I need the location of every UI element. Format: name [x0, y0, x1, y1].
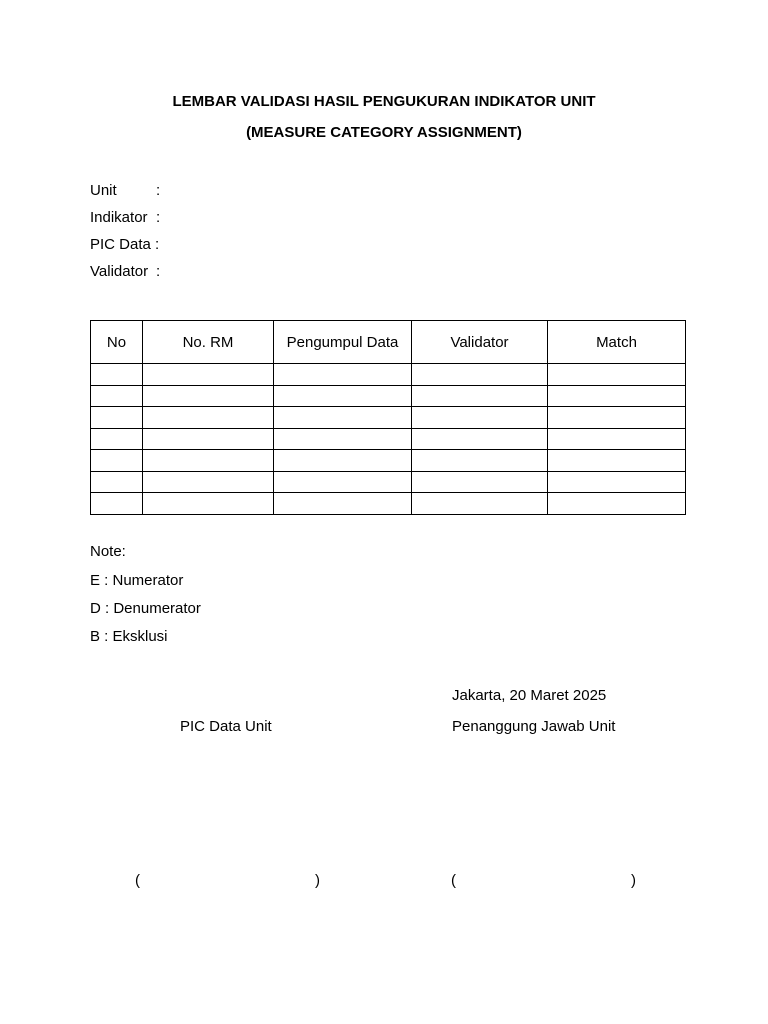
- table-row: [91, 450, 686, 472]
- table-cell: [548, 493, 686, 515]
- note-item-denumerator: D : Denumerator: [90, 600, 201, 617]
- table-cell: [91, 450, 143, 472]
- right-signatory-role: Penanggung Jawab Unit: [452, 718, 616, 735]
- table-cell: [548, 385, 686, 407]
- table-cell: [412, 364, 548, 386]
- table-cell: [91, 385, 143, 407]
- field-validator-label: Validator: [90, 263, 149, 280]
- table-cell: [91, 407, 143, 429]
- table-cell: [91, 428, 143, 450]
- field-indikator-colon: :: [156, 209, 161, 226]
- table-cell: [548, 450, 686, 472]
- left-signature-open-paren: (: [135, 872, 140, 889]
- table-header-row: [91, 321, 686, 364]
- table-cell: [412, 493, 548, 515]
- table-body: [91, 364, 686, 515]
- table-cell: [143, 450, 274, 472]
- table-row: [91, 428, 686, 450]
- table-cell: [143, 493, 274, 515]
- table-cell: [91, 471, 143, 493]
- column-header-pengumpul-data: Pengumpul Data: [274, 321, 412, 364]
- table-cell: [548, 428, 686, 450]
- table-cell: [274, 493, 412, 515]
- column-header-no-rm: No. RM: [143, 321, 274, 364]
- field-pic-data-colon: :: [155, 236, 160, 253]
- table-cell: [548, 364, 686, 386]
- left-signature-close-paren: ): [315, 872, 320, 889]
- field-unit-colon: :: [156, 182, 161, 199]
- table-cell: [412, 471, 548, 493]
- field-indikator-label: Indikator: [90, 209, 148, 226]
- table-row: [91, 471, 686, 493]
- column-header-match: Match: [548, 321, 686, 364]
- table-cell: [274, 407, 412, 429]
- table-cell: [274, 385, 412, 407]
- table-cell: [548, 407, 686, 429]
- table-cell: [274, 450, 412, 472]
- document-title: LEMBAR VALIDASI HASIL PENGUKURAN INDIKATOR UNIT: [172, 93, 596, 110]
- note-item-numerator: E : Numerator: [90, 572, 184, 589]
- table-cell: [412, 428, 548, 450]
- note-heading: Note:: [90, 543, 126, 560]
- right-signature-close-paren: ): [631, 872, 636, 889]
- table-cell: [412, 385, 548, 407]
- table-cell: [143, 385, 274, 407]
- table-cell: [143, 364, 274, 386]
- table-cell: [548, 471, 686, 493]
- table-cell: [143, 428, 274, 450]
- table-row: [91, 364, 686, 386]
- column-header-no: No: [91, 321, 143, 364]
- table-cell: [412, 450, 548, 472]
- table-cell: [91, 493, 143, 515]
- table-row: [91, 407, 686, 429]
- table-cell: [143, 471, 274, 493]
- field-validator-colon: :: [156, 263, 161, 280]
- document-subtitle: (MEASURE CATEGORY ASSIGNMENT): [246, 124, 522, 141]
- table-cell: [91, 364, 143, 386]
- left-signatory-role: PIC Data Unit: [180, 718, 272, 735]
- table-row: [91, 493, 686, 515]
- table-cell: [143, 407, 274, 429]
- right-signature-open-paren: (: [451, 872, 456, 889]
- table-row: [91, 385, 686, 407]
- table-cell: [274, 428, 412, 450]
- table-cell: [412, 407, 548, 429]
- table-cell: [274, 471, 412, 493]
- table-cell: [274, 364, 412, 386]
- column-header-validator: Validator: [412, 321, 548, 364]
- field-unit-label: Unit: [90, 182, 117, 199]
- place-date: Jakarta, 20 Maret 2025: [452, 687, 607, 704]
- field-pic-data-label: PIC Data: [90, 236, 151, 253]
- validation-table: [90, 320, 686, 515]
- note-item-eksklusi: B : Eksklusi: [90, 628, 168, 645]
